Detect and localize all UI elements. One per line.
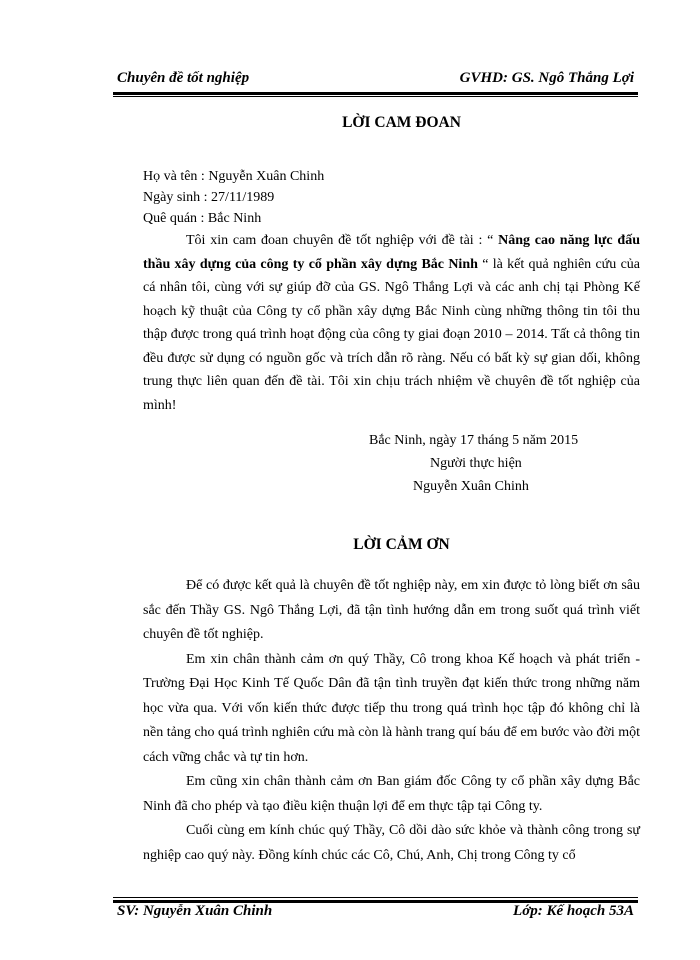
signer-label: Người thực hiện [430,456,522,471]
place-date: Bắc Ninh, ngày 17 tháng 5 năm 2015 [369,433,579,448]
declaration-intro: Tôi xin cam đoan chuyên đề tốt nghiệp với đề tài : “ [186,233,499,248]
signer-name: Nguyễn Xuân Chinh [413,479,529,494]
acknowledgement-paragraph: Cuối cùng em kính chúc quý Thầy, Cô dồi dào sức khỏe và thành công trong sự nghiệp cao quý này. Đồng kính chúc các Cô, Chú, Anh, Chị trong Công ty cổ [143,823,640,863]
declaration-rest: “ là kết quả nghiên cứu của cá nhân tôi, cùng với sự giúp đỡ của GS. Ngô Thắng Lợi và các anh chị tại Phòng Kế hoạch kỹ thuật của Công ty cổ phần xây dựng Bắc Ninh cùng những thông tin tôi thu thập được trong quá trình hoạt động của công ty giai đoạn 2010 – 2014. Tất cả thông tin đều được sử dụng có nguồn gốc và trích dẫn rõ ràng. Nếu có bất kỳ sự gian dối, không trung thực liên quan đến đề tài. Tôi xin chịu trách nhiệm về chuyên đề tốt nghiệp của mình! [143,256,641,413]
header-advisor: GVHD: GS. Ngô Thắng Lợi [459,70,634,86]
declaration-title: LỜI CAM ĐOAN [342,114,461,131]
header-thesis-label: Chuyên đề tốt nghiệp [117,70,250,86]
acknowledgement-paragraph: Để có được kết quả là chuyên đề tốt nghiệp này, em xin được tỏ lòng biết ơn sâu sắc đến Thầy GS. Ngô Thắng Lợi, đã tận tình hướng dẫn em trong suốt quá trình viết chuyên đề tốt nghiệp. [143,578,640,642]
student-name-line: Họ và tên : Nguyễn Xuân Chinh [143,169,325,184]
footer-class: Lớp: Kế hoạch 53A [513,903,634,919]
student-hometown-line: Quê quán : Bắc Ninh [143,211,262,226]
declaration-paragraph [143,229,640,417]
page-body [143,114,640,868]
acknowledgement-title: LỜI CẢM ƠN [353,536,450,553]
footer-rule-thin [113,897,638,898]
acknowledgement-paragraph: Em cũng xin chân thành cảm ơn Ban giám đốc Công ty cổ phần xây dựng Bắc Ninh đã cho phép và tạo điều kiện thuận lợi để em thực tập tại Công ty. [143,774,640,814]
footer-student: SV: Nguyễn Xuân Chinh [117,903,273,919]
student-dob-line: Ngày sinh : 27/11/1989 [143,190,275,205]
header-rule-thin [113,96,638,97]
page-footer [117,903,634,925]
header-rule-thick [113,92,638,95]
thesis-topic: Nâng cao năng lực đấu thầu xây dựng của công ty cổ phần xây dựng Bắc Ninh [143,233,640,272]
page-header [117,70,634,92]
acknowledgement-paragraph: Em xin chân thành cảm ơn quý Thầy, Cô trong khoa Kế hoạch và phát triển - Trường Đại Học Kinh Tế Quốc Dân đã tận tình truyền đạt kiến thức trong những năm học vừa qua. Với vốn kiến thức được tiếp thu trong quá trình học tập đó không chỉ là nền tảng cho quá trình nghiên cứu mà còn là hành trang quí báu để em bước vào đời một cách vững chắc và tự tin hơn. [143,651,640,765]
